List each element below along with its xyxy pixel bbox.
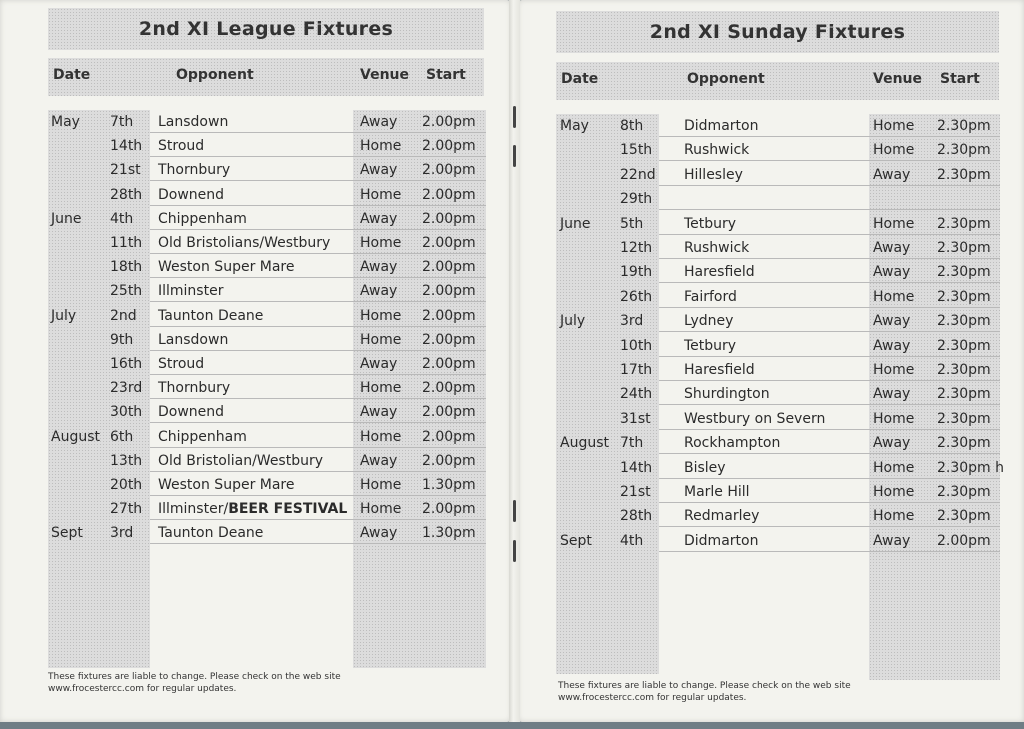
fixture-opponent: Redmarley (684, 508, 760, 525)
fixture-opponent: Weston Super Mare (158, 259, 295, 276)
fixture-start: 2.00pm (422, 452, 476, 469)
fixture-opponent: Lansdown (158, 331, 229, 348)
fixture-row (556, 261, 1000, 283)
fixture-start: 2.00pm (422, 404, 476, 421)
fixture-start: 2.00pm (422, 380, 476, 397)
fixture-venue: Home (873, 362, 915, 378)
fixture-row (556, 359, 1000, 381)
fixture-venue: Away (873, 166, 911, 183)
row-divider (659, 185, 1000, 186)
fixture-day: 14th (110, 138, 143, 155)
fixture-opponent: Rockhampton (684, 435, 781, 452)
header-date: Date (561, 71, 599, 87)
fixture-row (556, 457, 1005, 479)
fixture-venue: Home (360, 380, 402, 397)
fixture-start: 2.00pm (422, 259, 476, 276)
fixture-month: August (560, 435, 609, 452)
fixture-start: 2.30pm (937, 166, 991, 183)
fixture-row (48, 184, 486, 206)
fixture-row (556, 505, 1000, 527)
fixture-month: May (51, 114, 80, 130)
fixture-opponent: Chippenham (158, 428, 247, 445)
fixture-opponent: Downend (158, 404, 225, 421)
fixture-venue: Away (360, 210, 398, 227)
row-divider (659, 307, 1000, 308)
fixture-opponent: Illminster (158, 283, 224, 300)
fixture-venue: Away (360, 162, 398, 179)
fixture-opponent: Hillesley (684, 166, 743, 183)
fixture-day: 21st (620, 484, 651, 500)
fixture-row (48, 353, 486, 375)
fixture-opponent: Rushwick (684, 240, 750, 256)
fixture-opponent: Bisley (684, 459, 726, 476)
fixture-start: 2.00pm (937, 532, 991, 549)
header-opponent: Opponent (687, 71, 765, 87)
fixture-opponent: Shurdington (684, 386, 770, 403)
row-divider (659, 502, 1000, 503)
fixture-day: 4th (620, 532, 644, 549)
row-divider (150, 301, 486, 302)
row-divider (150, 471, 486, 472)
fixture-opponent (158, 498, 347, 520)
fixture-day: 31st (620, 410, 651, 427)
fixture-start: 2.30pm (937, 215, 991, 232)
fixture-day: 26th (620, 288, 653, 305)
row-divider (659, 478, 1000, 479)
fixture-day: 30th (110, 404, 143, 421)
fixture-opponent: Old Bristolians/Westbury (158, 235, 331, 251)
fixture-opponent: Lydney (684, 313, 734, 330)
fixture-venue: Away (360, 452, 398, 469)
fixture-row (48, 305, 486, 327)
staple-bottom-2 (513, 540, 516, 562)
fixture-row (556, 310, 1000, 332)
fixture-row (48, 401, 486, 423)
fixture-day: 8th (620, 118, 644, 134)
row-divider (659, 429, 1000, 430)
row-divider (150, 205, 486, 206)
row-divider (150, 543, 486, 544)
fixture-venue: Home (360, 235, 402, 251)
row-divider (659, 136, 1000, 137)
row-divider (150, 422, 486, 423)
fixture-start: 2.00pm (422, 428, 476, 445)
row-divider (150, 277, 486, 278)
fixture-month: June (51, 210, 82, 227)
fixture-day: 17th (620, 362, 653, 378)
staple-top-2 (513, 145, 516, 167)
fixture-row (48, 522, 486, 544)
fixture-row (48, 377, 486, 399)
sunday-note-line1: These fixtures are liable to change. Please check on the web site (558, 681, 851, 691)
fixture-row (48, 232, 486, 254)
header-start: Start (426, 67, 466, 83)
fixture-day: 10th (620, 337, 653, 354)
fixture-opponent: Stroud (158, 138, 205, 155)
fixture-day: 2nd (110, 307, 137, 324)
fixture-day: 29th (620, 191, 653, 208)
fixture-row (556, 408, 1000, 430)
fixture-start: 2.30pm (937, 142, 991, 159)
row-divider (150, 398, 486, 399)
fixture-day: 11th (110, 235, 143, 251)
fixture-row (48, 329, 486, 351)
fixture-venue: Away (873, 386, 911, 403)
fixture-day: 6th (110, 428, 134, 445)
fixture-row (48, 111, 486, 133)
sunday-note (558, 680, 851, 704)
fixture-venue: Away (360, 356, 398, 372)
fixture-venue: Home (360, 307, 402, 324)
fixture-day: 16th (110, 356, 143, 372)
fixture-day: 22nd (620, 166, 656, 183)
fixture-opponent: Thornbury (158, 380, 231, 397)
fixture-row (556, 188, 1000, 210)
fixture-row (556, 286, 1000, 308)
fixture-day: 24th (620, 386, 653, 403)
header-date: Date (53, 67, 91, 83)
fixture-venue: Away (873, 240, 911, 256)
fixture-venue: Home (873, 508, 915, 525)
header-opponent: Opponent (176, 67, 254, 83)
fixture-month: Sept (560, 532, 592, 549)
fixture-start: 2.30pm (937, 410, 991, 427)
row-divider (659, 160, 1000, 161)
staple-bottom-1 (513, 500, 516, 522)
fixture-start: 2.30pm (937, 362, 991, 378)
fixture-day: 12th (620, 240, 653, 256)
fixture-row (556, 383, 1000, 405)
fixture-month: Sept (51, 525, 83, 542)
fixture-venue: Home (360, 186, 402, 203)
fixture-venue: Away (360, 259, 398, 276)
fixture-day: 27th (110, 501, 143, 518)
fixture-start: 1.30pm (422, 477, 476, 493)
fixture-month: June (560, 215, 591, 232)
fixture-day: 5th (620, 215, 644, 232)
row-divider (150, 229, 486, 230)
fixture-day: 20th (110, 477, 143, 493)
fixture-row (556, 481, 1000, 503)
fixture-venue: Home (873, 215, 915, 232)
fixture-venue: Home (873, 118, 915, 134)
row-divider (659, 258, 1000, 259)
fixture-row (48, 474, 486, 496)
fixture-opponent: Stroud (158, 356, 205, 372)
fixture-row (556, 432, 1000, 454)
fixture-row (556, 115, 1000, 137)
row-divider (659, 234, 1000, 235)
fixture-venue: Away (873, 532, 911, 549)
fixture-start: 2.00pm (422, 235, 476, 251)
fixture-start: 1.30pm (422, 525, 476, 542)
fixture-venue: Home (360, 138, 402, 155)
fixture-month: August (51, 428, 100, 445)
fixture-row (48, 280, 486, 302)
fixture-day: 15th (620, 142, 653, 159)
fixture-venue: Away (360, 404, 398, 421)
fixture-start: 2.30pm (937, 118, 991, 134)
row-divider (150, 495, 486, 496)
fixture-opponent: Chippenham (158, 210, 247, 227)
fixture-opponent: Haresfield (684, 264, 755, 281)
fixture-row (48, 208, 486, 230)
fixture-start: 2.00pm (422, 186, 476, 203)
header-start: Start (940, 71, 980, 87)
fixture-opponent: Tetbury (684, 337, 737, 354)
fixture-start: 2.30pm (937, 484, 991, 500)
fixture-opponent-highlight: BEER FESTIVAL (228, 501, 348, 518)
fixture-opponent-text: Illminster/ (158, 501, 229, 518)
row-divider (659, 380, 1000, 381)
fixture-start: 2.30pm (937, 508, 991, 525)
fixture-day: 13th (110, 452, 143, 469)
fixture-opponent: Westbury on Severn (684, 410, 826, 427)
fixture-day: 3rd (110, 525, 134, 542)
fixture-day: 28th (110, 186, 143, 203)
header-venue: Venue (360, 67, 409, 83)
fixture-opponent: Marle Hill (684, 484, 750, 500)
fixture-start: 2.30pm (937, 313, 991, 330)
row-divider (659, 356, 1000, 357)
fixture-month: May (560, 118, 589, 134)
fixture-day: 23rd (110, 380, 143, 397)
fixture-start: 2.00pm (422, 356, 476, 372)
fixture-row (48, 450, 486, 472)
fixture-row (556, 139, 1000, 161)
fixture-row (556, 164, 1000, 186)
row-divider (150, 156, 486, 157)
fixture-opponent: Weston Super Mare (158, 477, 295, 493)
sunday-title: 2nd XI Sunday Fixtures (556, 11, 999, 53)
fixture-row (48, 135, 486, 157)
fixture-venue: Home (360, 477, 402, 493)
fixture-day: 25th (110, 283, 143, 300)
fixture-venue: Away (873, 264, 911, 281)
row-divider (150, 519, 486, 520)
sunday-header (556, 62, 999, 100)
fixture-start: 2.30pm (937, 288, 991, 305)
fixture-start: 2.30pm h (937, 459, 1005, 476)
fixture-opponent: Didmarton (684, 118, 759, 134)
fixture-venue: Home (360, 501, 402, 518)
fixture-day: 7th (110, 114, 134, 130)
fixture-opponent: Taunton Deane (158, 307, 264, 324)
league-header (48, 58, 484, 96)
fixture-row (48, 498, 486, 520)
fixture-month: July (560, 313, 586, 330)
fixture-opponent: Thornbury (158, 162, 231, 179)
fixture-day: 19th (620, 264, 653, 281)
fixture-start: 2.00pm (422, 331, 476, 348)
sunday-note-line2: www.frocestercc.com for regular updates. (558, 693, 747, 703)
row-divider (150, 326, 486, 327)
fixture-row (556, 213, 1000, 235)
fixture-venue: Home (873, 484, 915, 500)
fixture-opponent: Lansdown (158, 114, 229, 130)
fixture-day: 18th (110, 259, 143, 276)
fixture-start: 2.00pm (422, 114, 476, 130)
fixture-venue: Home (873, 142, 915, 159)
fixture-start: 2.30pm (937, 240, 991, 256)
league-note-line2: www.frocestercc.com for regular updates. (48, 684, 237, 694)
fixture-venue: Away (360, 525, 398, 542)
fixture-opponent: Taunton Deane (158, 525, 264, 542)
fixture-venue: Home (360, 331, 402, 348)
fixture-row (556, 530, 1000, 552)
league-note-line1: These fixtures are liable to change. Please check on the web site (48, 672, 341, 682)
fixture-row (48, 256, 486, 278)
fixture-day: 14th (620, 459, 653, 476)
fixture-day: 28th (620, 508, 653, 525)
fixture-day: 7th (620, 435, 644, 452)
fixture-venue: Home (873, 410, 915, 427)
fixture-opponent: Didmarton (684, 532, 759, 549)
league-note (48, 671, 341, 695)
fixture-day: 9th (110, 331, 134, 348)
row-divider (150, 180, 486, 181)
header-venue: Venue (873, 71, 922, 87)
fixture-start: 2.00pm (422, 501, 476, 518)
fixture-opponent: Rushwick (684, 142, 750, 159)
row-divider (659, 209, 1000, 210)
row-divider (150, 350, 486, 351)
fixture-venue: Home (873, 288, 915, 305)
fixture-start: 2.00pm (422, 283, 476, 300)
fixture-row (556, 335, 1000, 357)
fixture-venue: Home (873, 459, 915, 476)
fixture-venue: Away (360, 114, 398, 130)
fixture-start: 2.30pm (937, 337, 991, 354)
fixture-start: 2.00pm (422, 138, 476, 155)
fixture-start: 2.00pm (422, 210, 476, 227)
fixture-start: 2.00pm (422, 307, 476, 324)
row-divider (150, 132, 486, 133)
row-divider (150, 374, 486, 375)
row-divider (659, 453, 1000, 454)
fixture-day: 3rd (620, 313, 644, 330)
fixture-start: 2.30pm (937, 386, 991, 403)
fixture-start: 2.30pm (937, 435, 991, 452)
fixture-day: 21st (110, 162, 141, 179)
fixture-venue: Away (873, 337, 911, 354)
fixture-row (48, 426, 486, 448)
fixture-opponent: Downend (158, 186, 225, 203)
league-title: 2nd XI League Fixtures (48, 8, 484, 50)
fixture-venue: Away (873, 313, 911, 330)
row-divider (659, 526, 1000, 527)
row-divider (150, 447, 486, 448)
fixture-venue: Home (360, 428, 402, 445)
row-divider (150, 253, 486, 254)
fixture-venue: Away (360, 283, 398, 300)
fixture-venue: Away (873, 435, 911, 452)
row-divider (659, 331, 1000, 332)
fixture-opponent: Fairford (684, 288, 737, 305)
staple-top-1 (513, 106, 516, 128)
row-divider (659, 404, 1000, 405)
fixture-month: July (51, 307, 77, 324)
fixture-opponent: Tetbury (684, 215, 737, 232)
fixture-row (48, 159, 486, 181)
fixture-start: 2.00pm (422, 162, 476, 179)
row-divider (659, 551, 1000, 552)
row-divider (659, 282, 1000, 283)
fixture-opponent: Old Bristolian/Westbury (158, 452, 324, 469)
fixture-day: 4th (110, 210, 134, 227)
fixture-start: 2.30pm (937, 264, 991, 281)
fixture-row (556, 237, 1000, 259)
fixture-opponent: Haresfield (684, 362, 755, 378)
